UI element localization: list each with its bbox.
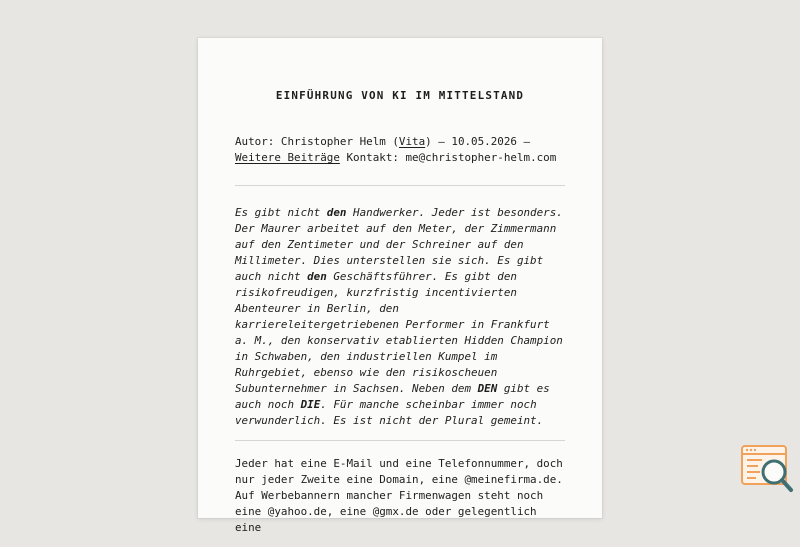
date-text: ) – 10.05.2026 – xyxy=(425,135,531,148)
website-search-icon[interactable] xyxy=(740,444,796,496)
more-articles-link[interactable]: Weitere Beiträge xyxy=(235,151,340,164)
intro-bold-2: den xyxy=(307,270,327,283)
intro-text-4: gibt es auch noch xyxy=(235,382,550,411)
body-paragraph: Jeder hat eine E-Mail und eine Telefonnummer, doch nur jeder Zweite eine Domain, eine @meinefirma.de. Auf Werbebannern mancher Firmenwagen steht noch eine @yahoo.de, eine @gmx.de oder gelegentlich eine xyxy=(235,457,563,534)
intro-bold-4: DIE xyxy=(300,398,321,411)
intro-text-5: . Für manche scheinbar immer noch verwunderlich. Es ist nicht der Plural gemeint. xyxy=(235,398,544,427)
intro-paragraph xyxy=(235,205,565,429)
article-title: EINFÜHRUNG VON KI IM MITTELSTAND xyxy=(275,89,525,102)
author-text: Autor: Christopher Helm ( xyxy=(235,135,399,148)
vita-link[interactable]: Vita xyxy=(398,135,426,148)
intro-bold-1: den xyxy=(326,206,347,219)
article-meta xyxy=(235,134,565,166)
article-content xyxy=(235,38,565,547)
article-page xyxy=(198,38,602,534)
divider xyxy=(235,185,565,186)
intro-text-2: Handwerker. Jeder ist besonders. Der Maurer arbeitet auf den Meter, der Zimmermann auf den Zentimeter und der Schreiner auf den Millimeter. Dies unterstellen sie sich. Es gibt auch nicht xyxy=(235,206,563,283)
intro-bold-3: DEN xyxy=(477,382,498,395)
divider xyxy=(235,440,565,441)
contact-text: Kontakt: me@christopher-helm.com xyxy=(339,151,557,164)
intro-text-1: Es gibt nicht xyxy=(235,206,327,219)
intro-text-3: Geschäftsführer. Es gibt den risikofreudigen, kurzfristig incentivierten Abenteurer in Berlin, den karriereleitergetriebenen Performer in Frankfurt a. M., den konservativ etablierten Hidden Champion in Schwaben, den industriellen Kumpel im Ruhrgebiet, ebenso wie den risikoscheuen Subunternehmer in Sachsen. Neben dem xyxy=(235,270,563,395)
